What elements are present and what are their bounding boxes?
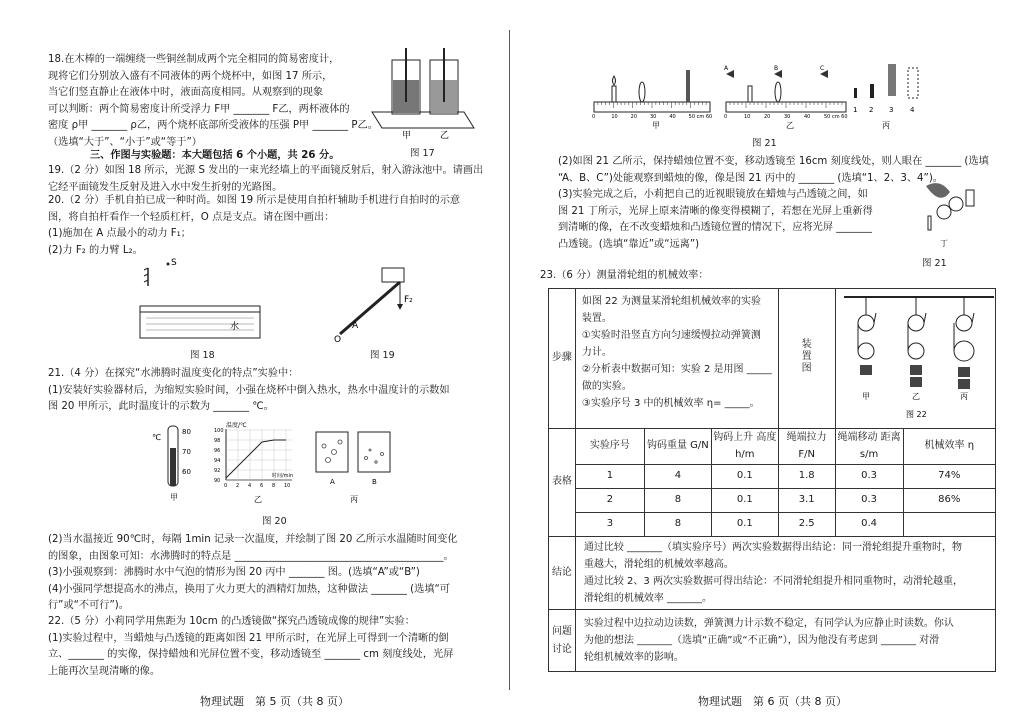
q21b-line: 的图象，由图象可知：水沸腾时的特点是 _________________________________________。 <box>48 550 454 562</box>
thermometer-tick: 70 <box>182 448 191 456</box>
table-cell: 1 <box>575 465 644 489</box>
graph-ytick: 100 <box>214 428 224 434</box>
discussion-label: 讨论 <box>551 643 572 655</box>
conclusion-line: 重越大，滑轮组的机械效率越高。 <box>583 559 734 570</box>
table-cell: 2.5 <box>778 513 835 537</box>
table-row <box>549 465 996 489</box>
question-20 <box>48 193 460 259</box>
q20-line: (2)力 F₂ 的力臂 L₂。 <box>48 244 143 256</box>
graph-ytick: 94 <box>214 458 221 464</box>
fig21-label-yi: 乙 <box>786 121 794 130</box>
fig21-label-bing: 丙 <box>882 121 890 130</box>
footer-page-5: 物理试题 第 5 页（共 8 页） <box>200 695 349 708</box>
discussion-label: 问题 <box>551 625 572 637</box>
graph-ytick: 98 <box>214 438 221 444</box>
table-cell: 86% <box>903 489 995 513</box>
q19-line: 19.（2 分）如图 18 所示，光源 S 发出的一束光经墙上的平面镜反射后，射入游泳池中。请画出 <box>48 165 484 176</box>
fig20-label-jia: 甲 <box>170 493 178 502</box>
table-cell: 1.8 <box>778 465 835 489</box>
device-label: 装置图 <box>801 339 812 375</box>
footer-page-6: 物理试题 第 6 页（共 8 页） <box>698 695 847 708</box>
q20-line: 20.（2 分）手机自拍已成一种时尚。如图 19 所示是使用自拍杆辅助手机进行自拍时的示意 <box>48 195 461 206</box>
table-cell: 0.3 <box>835 465 903 489</box>
image-option: 3 <box>889 106 894 114</box>
table-cell: 4 <box>644 465 711 489</box>
fig18-label-water: 水 <box>230 322 240 332</box>
q21b-line: 行”或“不可行”)。 <box>48 600 129 612</box>
q21-line: 21.（4 分）在探究“水沸腾时温度变化的特点”实验中： <box>48 368 299 379</box>
fig21-jia-optical-bench <box>592 62 714 132</box>
question-22 <box>48 614 453 680</box>
ruler-tick: 20 <box>630 114 638 120</box>
table-cell: 2 <box>575 489 644 513</box>
beaker-label-b: B <box>372 478 377 486</box>
eye-position-a: A <box>724 65 729 72</box>
table-cell: 0.1 <box>711 465 778 489</box>
table-cell <box>903 513 995 537</box>
q18-line: 可以判断：两个简易密度计所受浮力 F甲 _______ F乙，两杯液体的 <box>48 103 350 115</box>
graph-ytick: 92 <box>214 468 221 474</box>
graph-xtick: 10 <box>284 483 291 489</box>
row-label-steps: 步骤 <box>549 289 576 429</box>
fig17-label-yi: 乙 <box>440 131 450 141</box>
ruler-tick: 50 cm 60 <box>824 114 848 120</box>
fig17-caption: 图 17 <box>410 148 435 159</box>
q22b-line: (2)如图 21 乙所示，保持蜡烛位置不变，移动透镜至 16cm 刻度线处，则人眼在 _______ (选填 <box>558 156 989 167</box>
fig21-label-jia: 甲 <box>652 121 660 130</box>
q18-line: 密度 ρ甲 _______ ρ乙，两个烧杯底部所受液体的压强 P甲 _______ P乙。 <box>48 120 378 132</box>
table-cell: 8 <box>644 489 711 513</box>
thermometer-tick: 80 <box>182 428 191 436</box>
discussion-line: 轮组机械效率的影响。 <box>583 652 684 663</box>
conclusion-cell <box>575 537 995 610</box>
figure-19 <box>330 264 430 344</box>
ruler-tick: 0 <box>724 114 728 120</box>
fig18-label-s: S <box>171 258 177 268</box>
graph-xlabel: 时间/min <box>272 473 294 479</box>
graph-ylabel: 温度/℃ <box>226 422 247 429</box>
ruler-tick: 50 cm 60 <box>688 114 713 120</box>
image-option: 2 <box>869 106 874 114</box>
ruler-tick: 40 <box>804 114 811 120</box>
table-row <box>549 513 996 537</box>
thermometer-unit: ℃ <box>152 433 161 442</box>
discussion-line: 为他的想法 _______（选填“正确”或“不正确”），因为他没有考虑到 _______ 对滑 <box>583 635 940 646</box>
q20-line: 图，将自拍杆看作一个轻质杠杆，O 点是支点。请在图中画出： <box>48 211 335 223</box>
graph-xtick: 4 <box>248 483 252 489</box>
q23-table <box>548 288 996 672</box>
row-label-conclusion: 结论 <box>549 537 576 610</box>
q22b-line: 图 21 丁所示，光屏上原来清晰的像变得模糊了，若想在光屏上重新得 <box>558 205 873 217</box>
fig22-label-bing: 丙 <box>959 392 968 401</box>
q19-line: 它经平面镜发生反射及进入水中发生折射的光路图。 <box>48 181 283 193</box>
q22-line: 立、_______ 的实像，保持蜡烛和光屏位置不变，移动透镜至 _______ cm 刻度线处，光屏 <box>48 649 454 661</box>
table-cell: 74% <box>903 465 995 489</box>
table-cell: 3 <box>575 513 644 537</box>
q18-line: （选填“大于”、“小于”或“等于”） <box>48 136 202 148</box>
fig19-label-o: O <box>334 335 342 345</box>
fig20-thermometer <box>150 424 210 502</box>
q21-line: (1)安装好实验器材后，为缩短实验时间，小强在烧杯中倒入热水，热水中温度计的示数如 <box>48 384 450 396</box>
image-option: 1 <box>853 106 858 114</box>
fig18-caption: 图 18 <box>190 350 215 361</box>
graph-xtick: 0 <box>224 483 228 489</box>
steps-line: ①实验时沿竖直方向匀速缓慢拉动弹簧测 <box>581 330 761 341</box>
conclusion-line: 通过比较 2、3 两次实验数据可得出结论：不同滑轮组提升相同重物时，动滑轮越重， <box>583 576 963 587</box>
fig17-label-jia: 甲 <box>402 131 412 141</box>
row-label-discussion <box>549 610 576 672</box>
q21b-line: (3)小强观察到：沸腾时水中气泡的情形为图 20 丙中 _______ 图。(选填“A”或“B”) <box>48 567 420 579</box>
q18-line: 18.在木棒的一端缠绕一些铜丝制成两个完全相同的简易密度计， <box>48 54 340 65</box>
q18-line: 当它们竖直静止在液体中时，液面高度相同。从观察到的现象 <box>48 87 324 99</box>
thermometer-tick: 60 <box>182 468 191 476</box>
figure-18 <box>138 256 268 346</box>
fig20-label-bing: 丙 <box>350 495 358 504</box>
question-21 <box>48 366 450 416</box>
device-label-cell <box>778 289 835 429</box>
q21-line: 图 20 甲所示，此时温度计的示数为 _______ ℃。 <box>48 401 274 413</box>
fig21-yi-optical-bench <box>724 62 852 132</box>
section-3-heading: 三、作图与实验题：本大题包括 6 个小题，共 26 分。 <box>90 150 340 161</box>
table-header: 钩码重量 G/N <box>644 429 711 465</box>
q22b-line: 到清晰的像，在不改变蜡烛和凸透镜位置的情况下，应将光屏 _______ <box>558 222 872 234</box>
page-divider <box>509 30 510 690</box>
page-6 <box>512 0 1024 724</box>
ruler-tick: 30 <box>650 114 657 120</box>
fig22-caption: 图 22 <box>905 410 927 419</box>
table-cell: 0.1 <box>711 489 778 513</box>
table-row <box>549 489 996 513</box>
discussion-cell <box>575 610 995 672</box>
table-header: 绳端移动 距离 s/m <box>835 429 903 465</box>
fig22-label-jia: 甲 <box>861 392 870 401</box>
table-header: 实验序号 <box>575 429 644 465</box>
fig19-label-a: A <box>352 321 359 331</box>
steps-line: ②分析表中数据可知：实验 2 是用图 _____ <box>581 364 772 375</box>
fig20-caption: 图 20 <box>262 516 287 527</box>
figure-22-pulleys <box>844 293 994 423</box>
question-23: 23.（6 分）测量滑轮组的机械效率： <box>540 270 709 281</box>
fig20-temperature-graph <box>214 420 304 504</box>
table-cell: 3.1 <box>778 489 835 513</box>
q21b-line: (4)小强同学想提高水的沸点，换用了火力更大的酒精灯加热，这种做法 _______ (选填“可 <box>48 583 450 595</box>
question-18 <box>48 52 378 151</box>
fig21-bing-images <box>852 58 924 132</box>
question-19 <box>48 163 483 196</box>
q22-line: 22.（5 分）小莉同学用焦距为 10cm 的凸透镜做“探究凸透镜成像的规律”实验： <box>48 616 415 627</box>
q18-line: 现将它们分别放入盛有不同液体的两个烧杯中，如图 17 所示， <box>48 70 333 82</box>
page-5 <box>0 0 506 724</box>
q20-line: (1)施加在 A 点最小的动力 F₁； <box>48 228 191 240</box>
steps-cell <box>575 289 778 429</box>
table-cell: 8 <box>644 513 711 537</box>
q21b-line: (2)当水温接近 90℃时，每隔 1min 记录一次温度，并绘制了图 20 乙所示水温随时间变化 <box>48 534 458 545</box>
fig19-label-f2: F₂ <box>404 295 413 305</box>
ruler-tick: 10 <box>744 114 751 120</box>
graph-xtick: 6 <box>260 483 264 489</box>
ruler-tick: 40 <box>669 114 676 120</box>
ruler-tick: 30 <box>784 114 791 120</box>
ruler-tick: 0 <box>592 114 596 120</box>
steps-line: ③实验序号 3 中的机械效率 η= _____。 <box>581 398 760 409</box>
q22-line: 上能再次呈现清晰的像。 <box>48 665 161 677</box>
conclusion-line: 通过比较 _______（填实验序号）两次实验数据得出结论：同一滑轮组提升重物时，物 <box>583 542 963 553</box>
table-header: 钩码上升 高度 h/m <box>711 429 778 465</box>
fig22-label-yi: 乙 <box>911 392 920 401</box>
fig21-caption-right: 图 21 <box>922 258 947 269</box>
steps-line: 做的实验。 <box>581 381 632 392</box>
eye-position-c: C <box>820 65 825 72</box>
graph-ytick: 96 <box>214 448 221 454</box>
fig21-caption: 图 21 <box>752 138 777 149</box>
question-21-continued <box>48 532 458 615</box>
image-option: 4 <box>910 106 915 114</box>
beaker-label-a: A <box>330 478 335 486</box>
graph-xtick: 8 <box>272 483 276 489</box>
discussion-line: 实验过程中边拉动边读数，弹簧测力计示数不稳定，有同学认为应静止时读数。你认 <box>583 618 954 629</box>
ruler-tick: 10 <box>611 114 618 120</box>
table-header: 机械效率 η <box>903 429 995 465</box>
q22b-line: “A、B、C”)处能观察到蜡烛的像，像是图 21 丙中的 _______ (选填“1、2、3、4”)。 <box>558 172 943 184</box>
fig22-cell <box>835 289 995 429</box>
fig21-label-ding: 丁 <box>940 239 948 248</box>
q22b-line: (3)实验完成之后，小莉把自己的近视眼镜放在蜡烛与凸透镜之间，如 <box>558 189 868 201</box>
table-cell: 0.3 <box>835 489 903 513</box>
row-label-table: 表格 <box>549 429 576 537</box>
graph-ytick: 90 <box>214 478 221 484</box>
figure-17 <box>372 40 484 140</box>
steps-line: 力计。 <box>581 347 612 358</box>
table-cell: 0.4 <box>835 513 903 537</box>
steps-line: 如图 22 为测量某滑轮组机械效率的实验 <box>581 296 761 307</box>
steps-line: 装置。 <box>581 313 612 324</box>
q22b-line: 凸透镜。(选填“靠近”或“远离”) <box>558 238 700 250</box>
fig19-caption: 图 19 <box>370 350 395 361</box>
q22-line: (1)实验过程中，当蜡烛与凸透镜的距离如图 21 甲所示时，在光屏上可得到一个清晰的倒 <box>48 632 449 644</box>
fig20-label-yi: 乙 <box>254 495 262 504</box>
table-header: 绳端拉力 F/N <box>778 429 835 465</box>
fig20-beakers <box>310 428 400 504</box>
ruler-tick: 20 <box>764 114 771 120</box>
fig21-ding-glasses <box>920 176 978 254</box>
eye-position-b: B <box>774 65 779 72</box>
graph-xtick: 2 <box>236 483 240 489</box>
table-cell: 0.1 <box>711 513 778 537</box>
conclusion-line: 滑轮组的机械效率 _______。 <box>583 593 713 604</box>
